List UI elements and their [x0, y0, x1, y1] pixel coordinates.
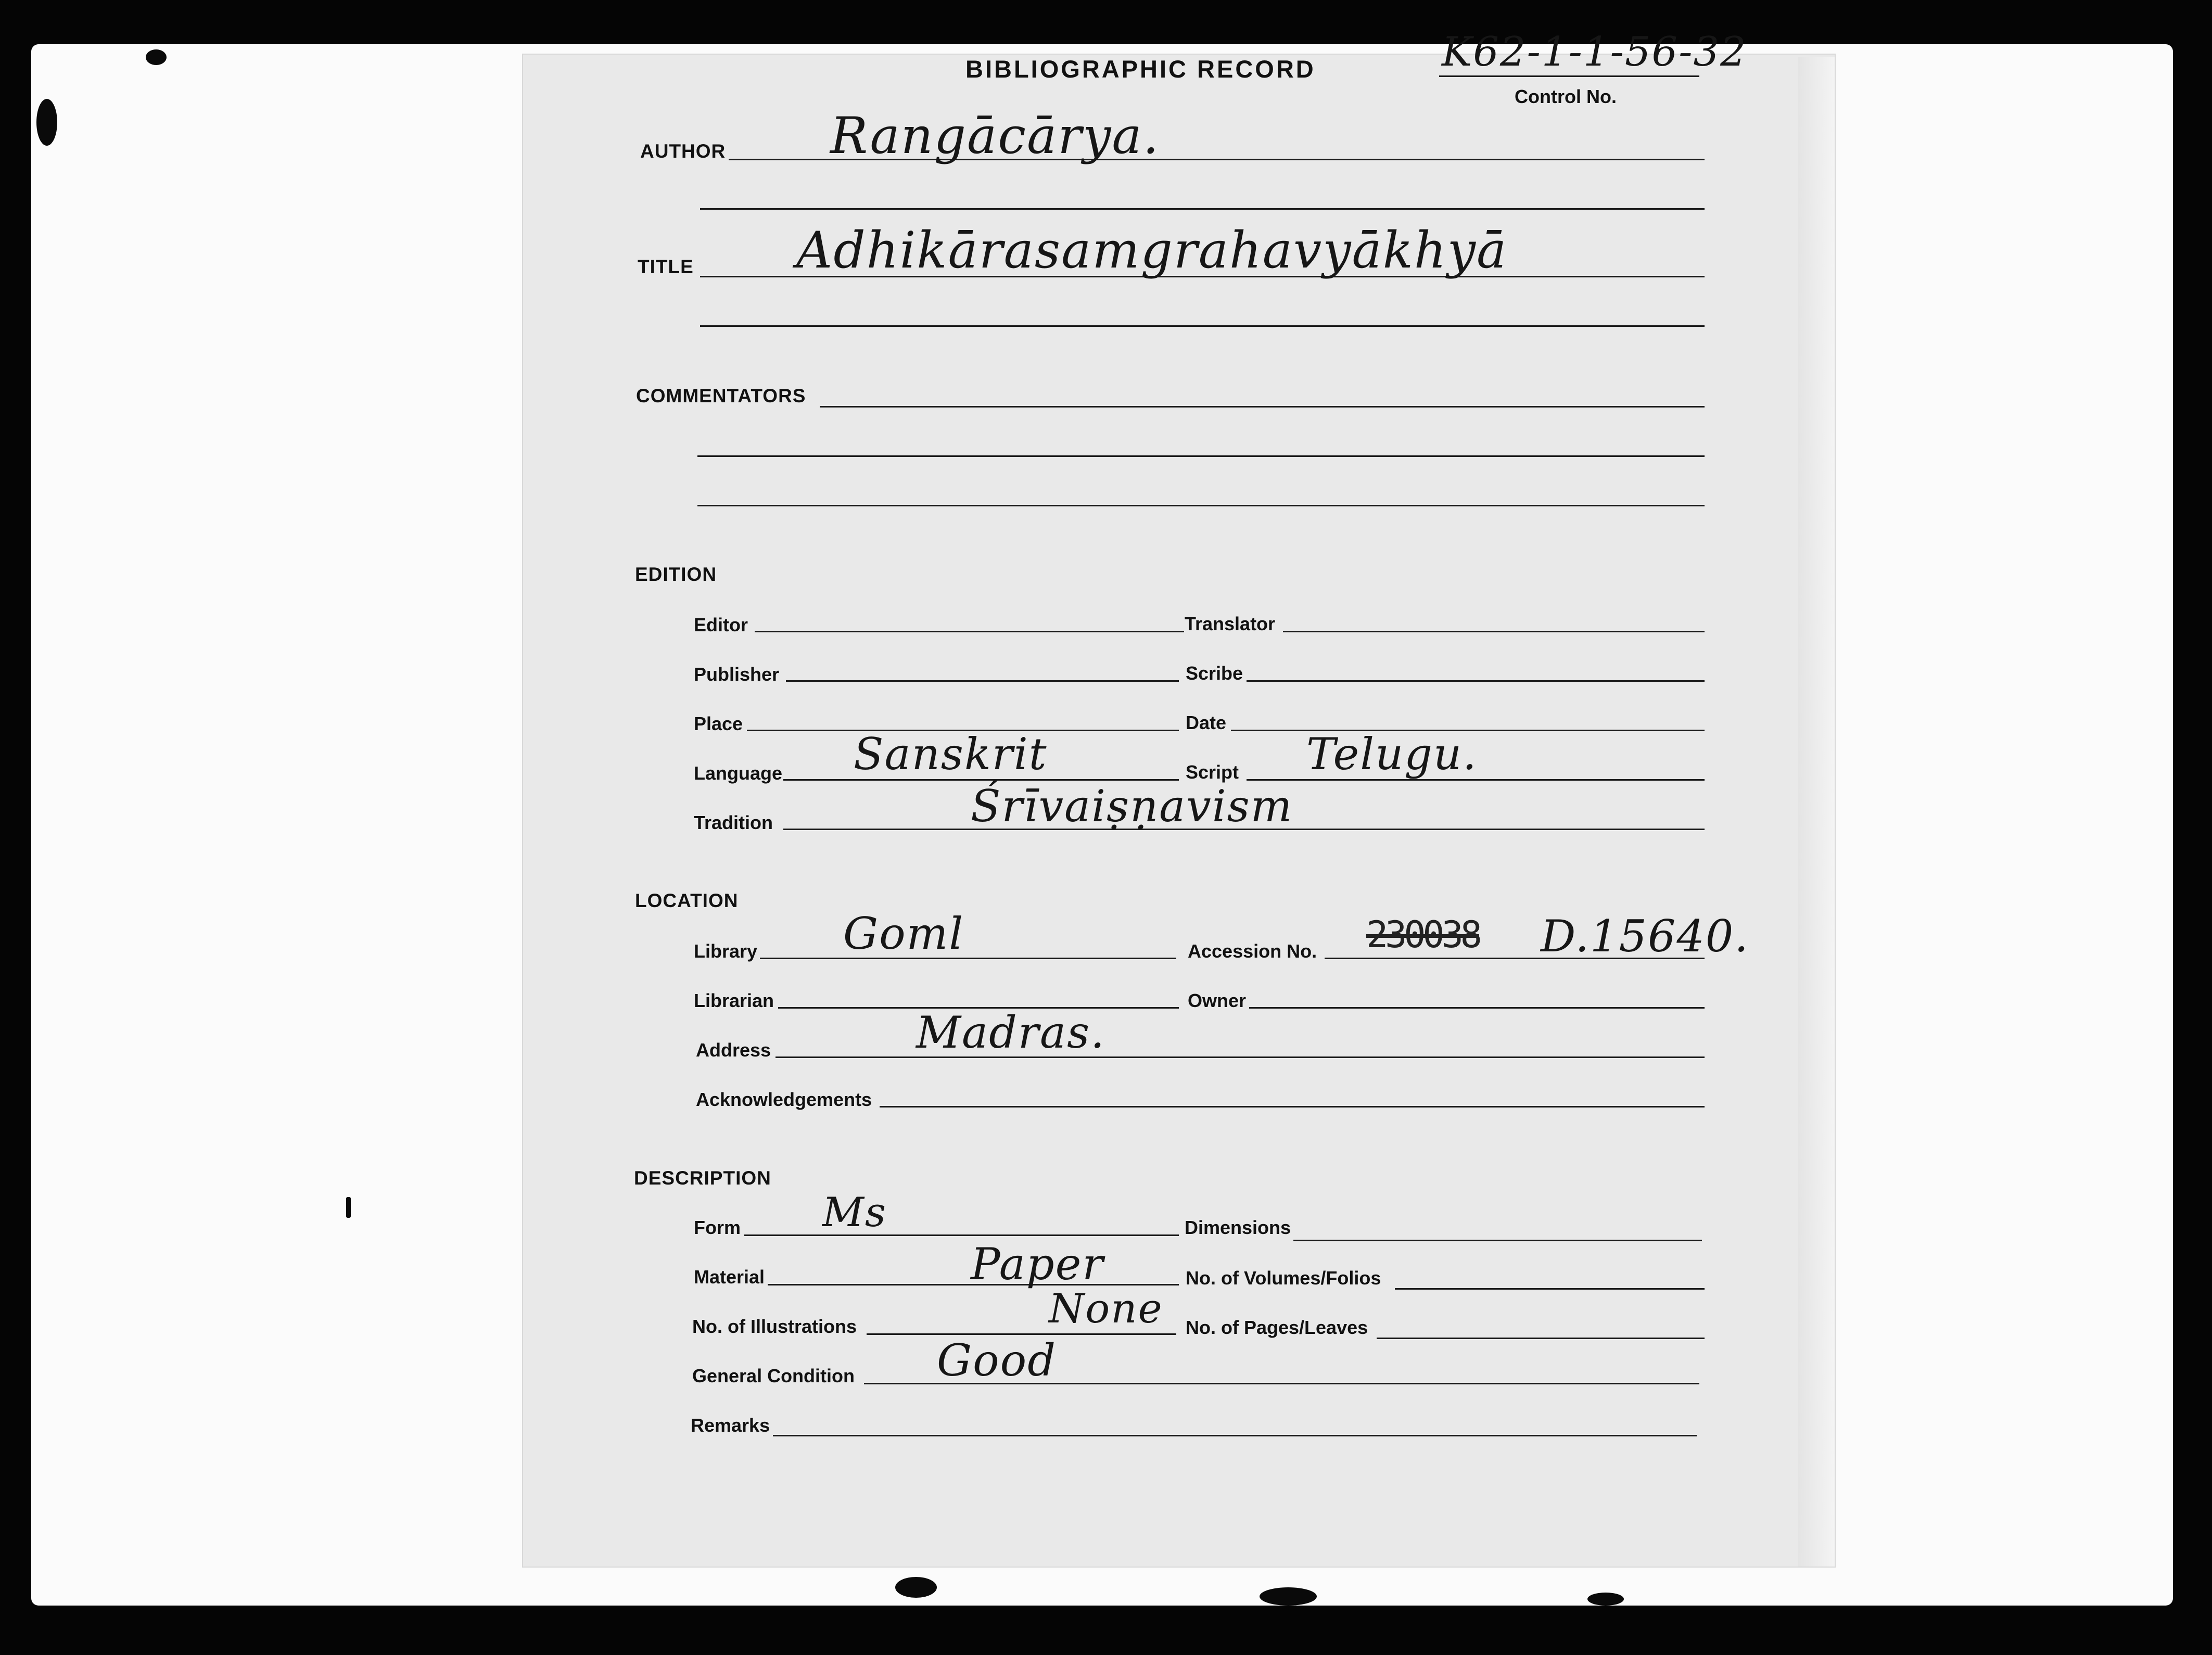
- form-value: Ms: [822, 1189, 887, 1236]
- commentators-line-2: [697, 455, 1705, 457]
- condition-value: Good: [937, 1335, 1057, 1386]
- remarks-label: Remarks: [691, 1415, 770, 1436]
- title-label: TITLE: [638, 256, 694, 277]
- address-label: Address: [696, 1039, 771, 1061]
- acknowledgements-line: [880, 1106, 1705, 1107]
- script-value: Telugu.: [1306, 729, 1478, 780]
- material-label: Material: [694, 1266, 765, 1288]
- owner-label: Owner: [1188, 990, 1247, 1011]
- accession-label: Accession No.: [1188, 940, 1317, 962]
- volumes-line: [1395, 1288, 1705, 1290]
- commentators-line-3: [697, 505, 1705, 506]
- form-label: Form: [694, 1217, 741, 1238]
- pages-line: [1377, 1338, 1705, 1339]
- address-value: Madras.: [916, 1007, 1105, 1058]
- condition-label: General Condition: [692, 1365, 855, 1386]
- scan-speck: [36, 99, 57, 146]
- commentators-line: [820, 406, 1705, 408]
- title-value: Adhikārasamgrahavyākhyā: [796, 221, 1508, 279]
- commentators-label: COMMENTATORS: [636, 385, 806, 406]
- dimensions-label: Dimensions: [1185, 1217, 1291, 1238]
- language-value: Sanskrit: [854, 729, 1048, 780]
- title-line-2: [700, 325, 1705, 327]
- remarks-line: [773, 1435, 1697, 1436]
- author-value: Rangācārya.: [830, 107, 1160, 165]
- editor-label: Editor: [694, 614, 748, 635]
- illustrations-label: No. of Illustrations: [692, 1316, 857, 1337]
- script-label: Script: [1186, 761, 1239, 783]
- control-number: K62-1-1-56-32: [1442, 29, 1747, 75]
- tradition-value: Śrīvaiṣṇavism: [971, 781, 1293, 832]
- scan-speck: [895, 1577, 937, 1598]
- scribe-line: [1247, 680, 1705, 682]
- card-edge: [1798, 57, 1835, 1567]
- publisher-line: [786, 680, 1179, 682]
- accession-value: D.15640.: [1541, 911, 1749, 962]
- librarian-label: Librarian: [694, 990, 774, 1011]
- scan-speck: [146, 49, 167, 65]
- library-line: [760, 958, 1176, 959]
- edition-label: EDITION: [635, 564, 717, 585]
- scribe-label: Scribe: [1186, 663, 1243, 684]
- illustrations-value: None: [1049, 1285, 1163, 1332]
- library-label: Library: [694, 940, 758, 962]
- scan-speck: [1260, 1587, 1317, 1606]
- translator-label: Translator: [1185, 613, 1276, 634]
- control-number-label: Control No.: [1515, 86, 1617, 107]
- control-number-line: [1439, 75, 1699, 77]
- owner-line: [1249, 1007, 1705, 1009]
- language-label: Language: [694, 762, 783, 784]
- location-label: LOCATION: [635, 890, 739, 911]
- form-heading: BIBLIOGRAPHIC RECORD: [965, 55, 1316, 83]
- scan-speck: [1587, 1593, 1624, 1606]
- tradition-label: Tradition: [694, 812, 773, 833]
- library-value: Goml: [843, 908, 964, 959]
- address-line: [776, 1056, 1705, 1058]
- pages-label: No. of Pages/Leaves: [1186, 1317, 1368, 1338]
- scan-speck: [346, 1197, 351, 1218]
- date-label: Date: [1186, 712, 1227, 733]
- accession-struck-value: 230038: [1366, 913, 1479, 956]
- publisher-label: Publisher: [694, 664, 780, 685]
- description-label: DESCRIPTION: [634, 1167, 771, 1189]
- volumes-label: No. of Volumes/Folios: [1186, 1267, 1381, 1289]
- translator-line: [1283, 631, 1705, 632]
- author-label: AUTHOR: [640, 141, 726, 162]
- editor-line: [755, 631, 1184, 632]
- place-label: Place: [694, 713, 743, 734]
- dimensions-line: [1293, 1240, 1702, 1241]
- author-line-2: [700, 208, 1705, 210]
- acknowledgements-label: Acknowledgements: [696, 1089, 872, 1110]
- form-line: [744, 1234, 1179, 1236]
- material-value: Paper: [971, 1239, 1104, 1290]
